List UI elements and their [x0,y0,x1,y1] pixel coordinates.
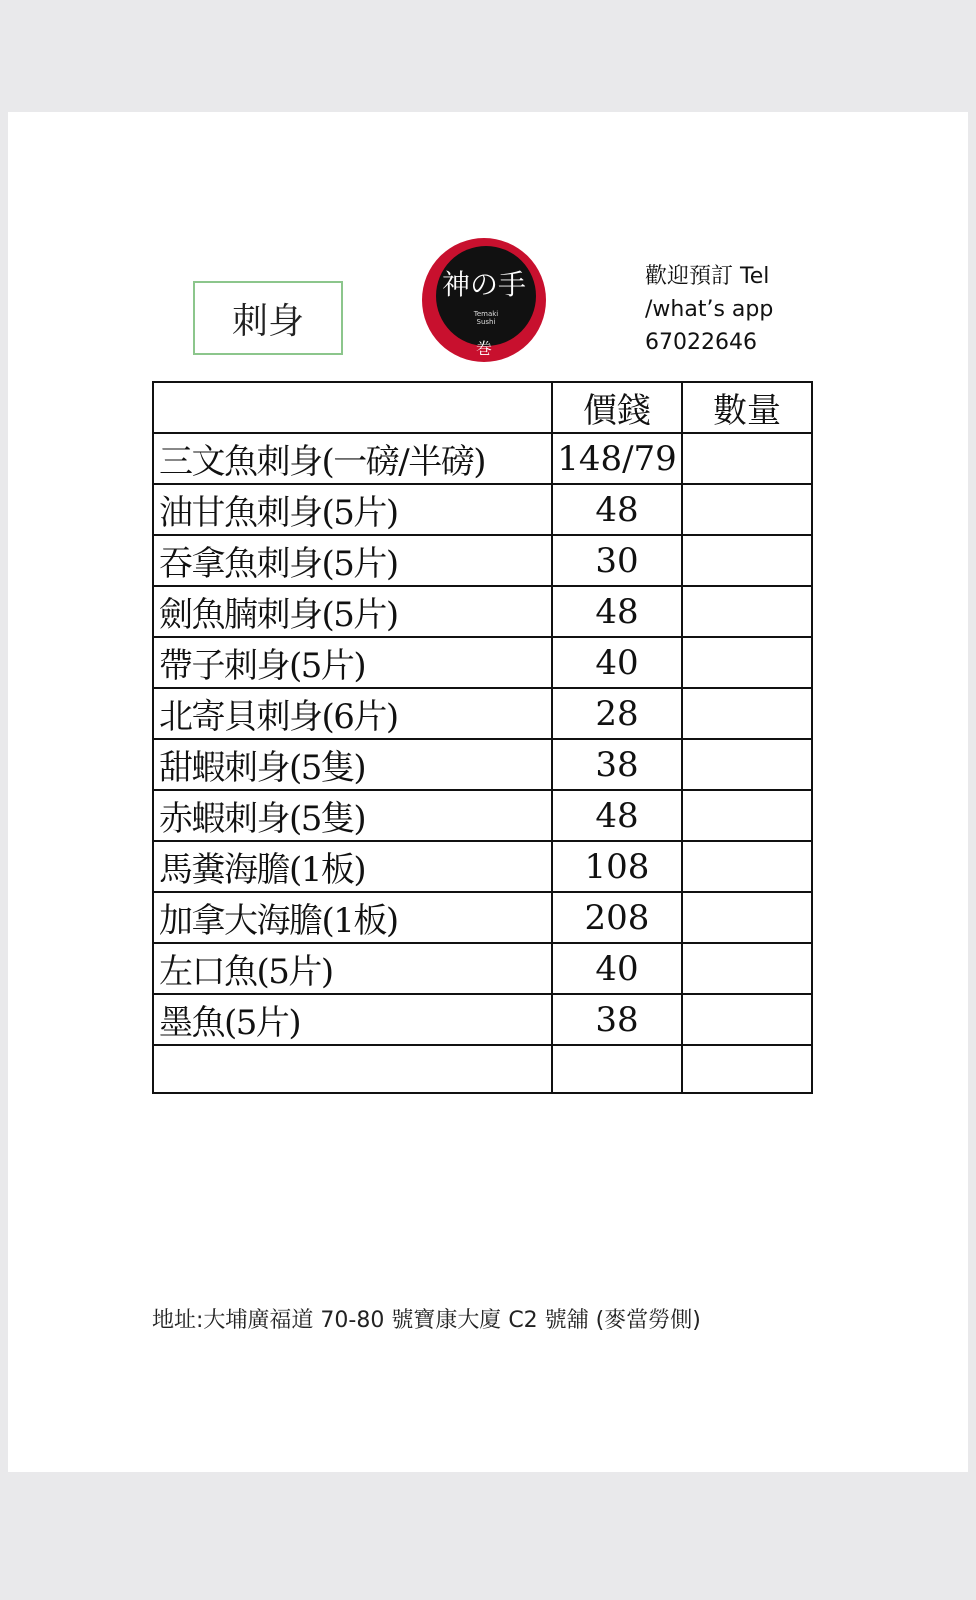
item-qty[interactable] [682,433,812,484]
table-row [153,484,812,535]
item-price: 40 [552,637,682,688]
table-row [153,943,812,994]
contact-line-2: /what’s app [645,297,774,322]
logo-sub-text-2: Sushi [476,318,496,326]
table-row [153,586,812,637]
item-qty[interactable] [682,586,812,637]
item-name: 馬糞海膽(1板) [153,841,552,892]
item-name [153,1045,552,1093]
table-row [153,790,812,841]
contact-line-1: 歡迎預訂 Tel [645,264,770,289]
logo-brand-text: 神の手 [441,268,527,301]
table-row [153,892,812,943]
table-row [153,739,812,790]
restaurant-logo [420,236,548,364]
table-row [153,994,812,1045]
item-qty[interactable] [682,943,812,994]
item-name: 左口魚(5片) [153,943,552,994]
item-qty[interactable] [682,739,812,790]
item-qty[interactable] [682,790,812,841]
item-price: 38 [552,994,682,1045]
item-price: 48 [552,586,682,637]
item-name: 吞拿魚刺身(5片) [153,535,552,586]
contact-info [645,260,845,359]
item-name: 油甘魚刺身(5片) [153,484,552,535]
item-name: 劍魚腩刺身(5片) [153,586,552,637]
item-price: 38 [552,739,682,790]
item-price: 208 [552,892,682,943]
item-price: 108 [552,841,682,892]
item-name: 帶子刺身(5片) [153,637,552,688]
table-row-empty [153,1045,812,1093]
item-name: 加拿大海膽(1板) [153,892,552,943]
table-row [153,433,812,484]
item-name: 北寄貝刺身(6片) [153,688,552,739]
section-title-box [193,281,343,355]
item-qty[interactable] [682,688,812,739]
item-price: 28 [552,688,682,739]
logo-bottom-glyph: 巻 [475,339,493,358]
table-row [153,688,812,739]
table-header-row [153,382,812,433]
item-price: 48 [552,484,682,535]
section-title: 刺身 [231,300,304,342]
logo-sub-text-1: Temaki [473,310,499,318]
menu-page [8,112,968,1472]
menu-table [152,381,813,1094]
header-name [153,382,552,433]
item-price: 48 [552,790,682,841]
item-qty[interactable] [682,892,812,943]
item-name: 赤蝦刺身(5隻) [153,790,552,841]
item-price: 40 [552,943,682,994]
item-qty[interactable] [682,535,812,586]
header-qty: 數量 [682,382,812,433]
item-price: 148/79 [552,433,682,484]
item-qty[interactable] [682,1045,812,1093]
item-name: 甜蝦刺身(5隻) [153,739,552,790]
item-name: 墨魚(5片) [153,994,552,1045]
table-row [153,841,812,892]
item-qty[interactable] [682,637,812,688]
header-price: 價錢 [552,382,682,433]
contact-phone: 67022646 [645,330,757,355]
table-row [153,535,812,586]
table-row [153,637,812,688]
item-name: 三文魚刺身(一磅/半磅) [153,433,552,484]
item-qty[interactable] [682,841,812,892]
item-qty[interactable] [682,994,812,1045]
item-qty[interactable] [682,484,812,535]
address: 地址:大埔廣福道 70-80 號寶康大廈 C2 號舖 (麥當勞側) [152,1308,701,1333]
item-price [552,1045,682,1093]
item-price: 30 [552,535,682,586]
